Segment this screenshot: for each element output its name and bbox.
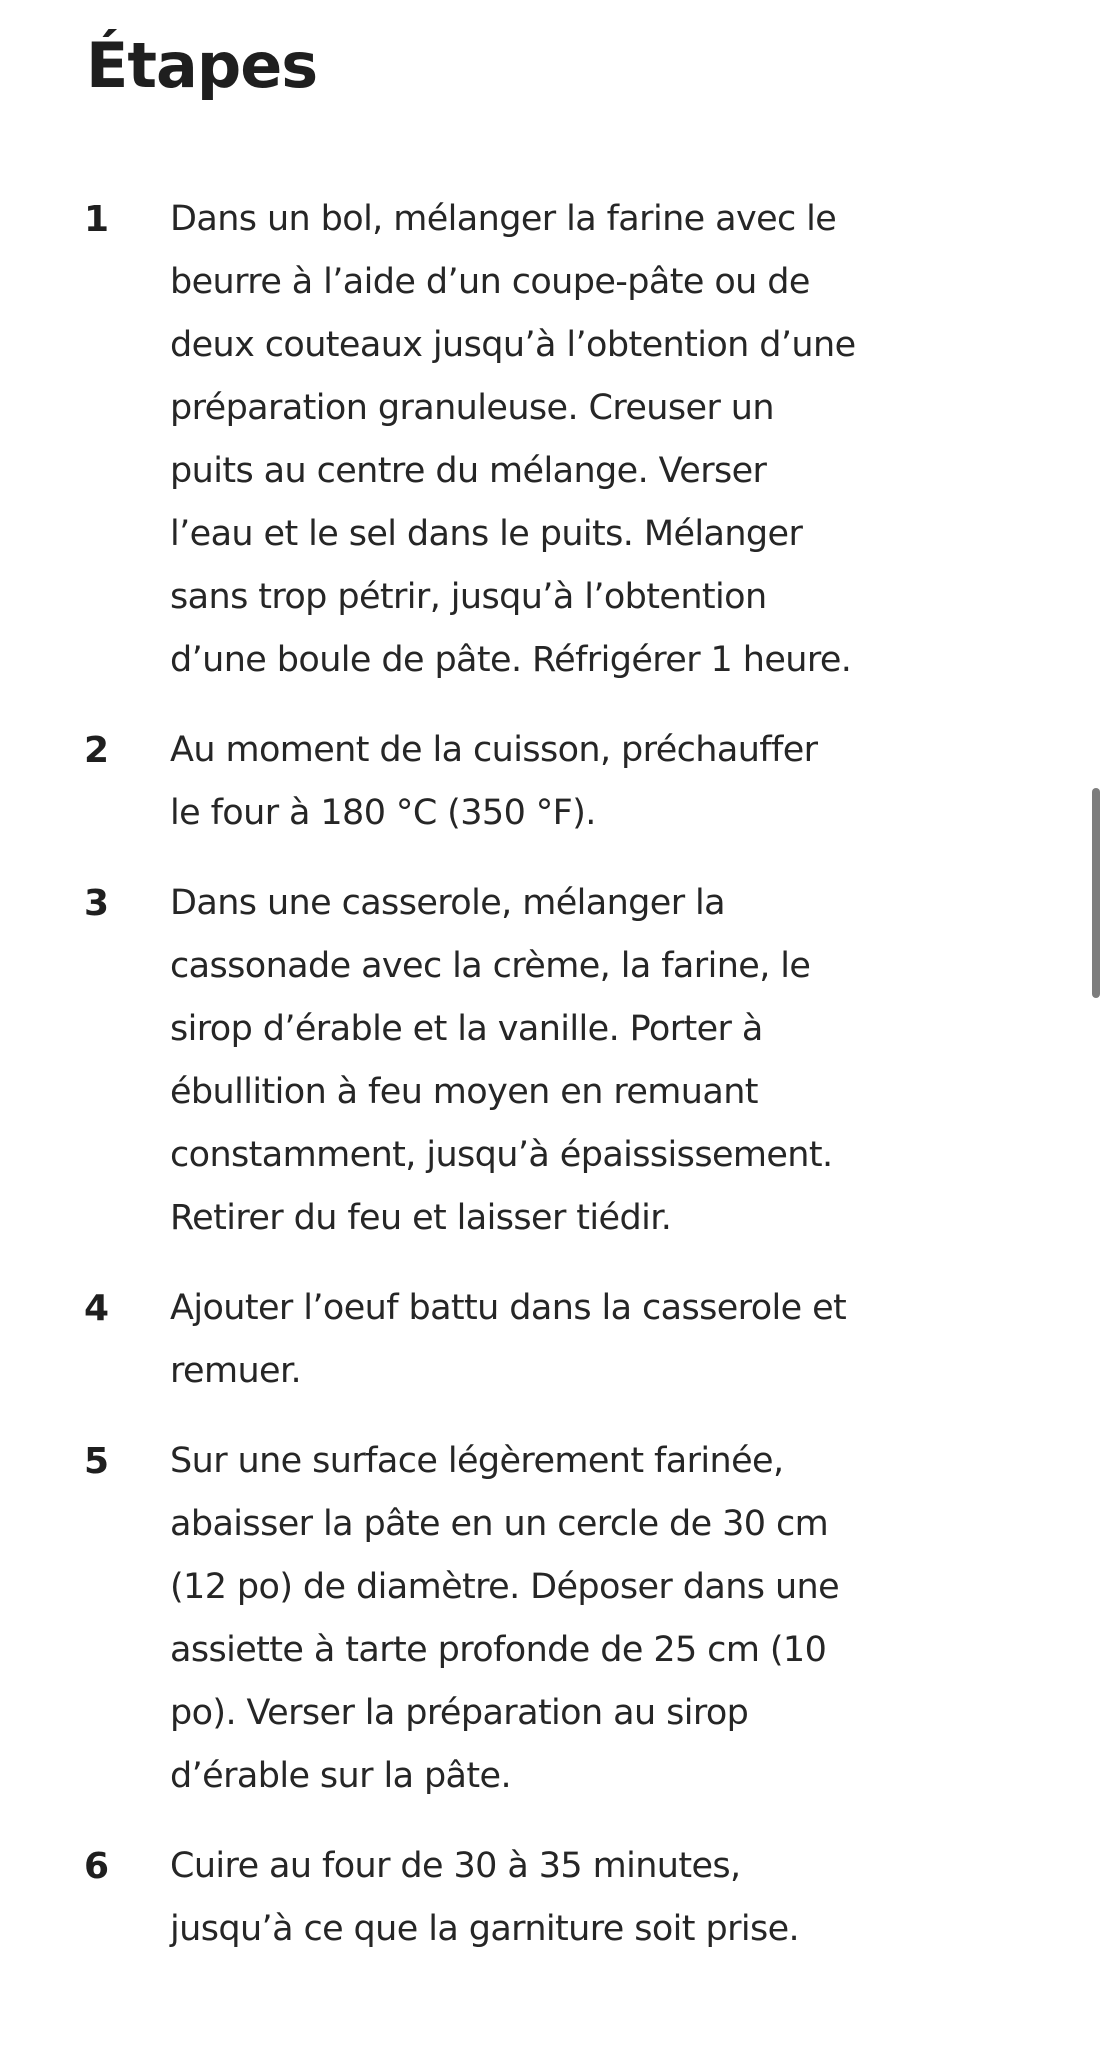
step-text-line: Au moment de la cuisson, préchauffer (170, 730, 818, 770)
step-text-line: po). Verser la préparation au sirop (170, 1693, 749, 1733)
step-item (0, 1430, 1110, 1808)
step-text (170, 188, 970, 692)
step-text-line: le four à 180 °C (350 °F). (170, 793, 596, 833)
step-text-line: Cuire au four de 30 à 35 minutes, (170, 1846, 741, 1886)
step-text-line: préparation granuleuse. Creuser un (170, 388, 774, 428)
step-text-line: remuer. (170, 1351, 302, 1391)
step-item (0, 719, 1110, 845)
step-text-line: constamment, jusqu’à épaississement. (170, 1135, 833, 1175)
step-text (170, 872, 970, 1250)
step-item (0, 1277, 1110, 1403)
step-text-line: abaisser la pâte en un cercle de 30 cm (170, 1504, 829, 1544)
steps-list (0, 188, 1110, 1988)
step-text-line: ébullition à feu moyen en remuant (170, 1072, 758, 1112)
steps-heading: Étapes (86, 29, 318, 102)
step-text-line: Sur une surface légèrement farinée, (170, 1441, 784, 1481)
step-number: 4 (84, 1288, 110, 1329)
step-text-line: Ajouter l’oeuf battu dans la casserole et (170, 1288, 847, 1328)
step-text (170, 1277, 970, 1403)
step-text-line: (12 po) de diamètre. Déposer dans une (170, 1567, 840, 1607)
step-text-line: sirop d’érable et la vanille. Porter à (170, 1009, 763, 1049)
step-number: 2 (84, 730, 110, 771)
step-item (0, 188, 1110, 692)
step-text (170, 1835, 970, 1961)
step-text-line: Retirer du feu et laisser tiédir. (170, 1198, 672, 1238)
step-text (170, 1430, 970, 1808)
step-text-line: assiette à tarte profonde de 25 cm (10 (170, 1630, 827, 1670)
step-number: 5 (84, 1441, 110, 1482)
step-text-line: beurre à l’aide d’un coupe-pâte ou de (170, 262, 810, 302)
step-text-line: cassonade avec la crème, la farine, le (170, 946, 811, 986)
step-number: 1 (84, 199, 110, 240)
step-item (0, 1835, 1110, 1961)
scrollbar-thumb[interactable] (1092, 788, 1100, 998)
step-text-line: deux couteaux jusqu’à l’obtention d’une (170, 325, 856, 365)
step-text-line: sans trop pétrir, jusqu’à l’obtention (170, 577, 767, 617)
step-text-line: puits au centre du mélange. Verser (170, 451, 767, 491)
step-number: 3 (84, 883, 110, 924)
step-item (0, 872, 1110, 1250)
step-text (170, 719, 970, 845)
step-text-line: Dans une casserole, mélanger la (170, 883, 726, 923)
step-text-line: d’une boule de pâte. Réfrigérer 1 heure. (170, 640, 852, 680)
step-number: 6 (84, 1846, 110, 1887)
step-text-line: jusqu’à ce que la garniture soit prise. (170, 1909, 800, 1949)
step-text-line: Dans un bol, mélanger la farine avec le (170, 199, 837, 239)
step-text-line: d’érable sur la pâte. (170, 1756, 511, 1796)
step-text-line: l’eau et le sel dans le puits. Mélanger (170, 514, 803, 554)
